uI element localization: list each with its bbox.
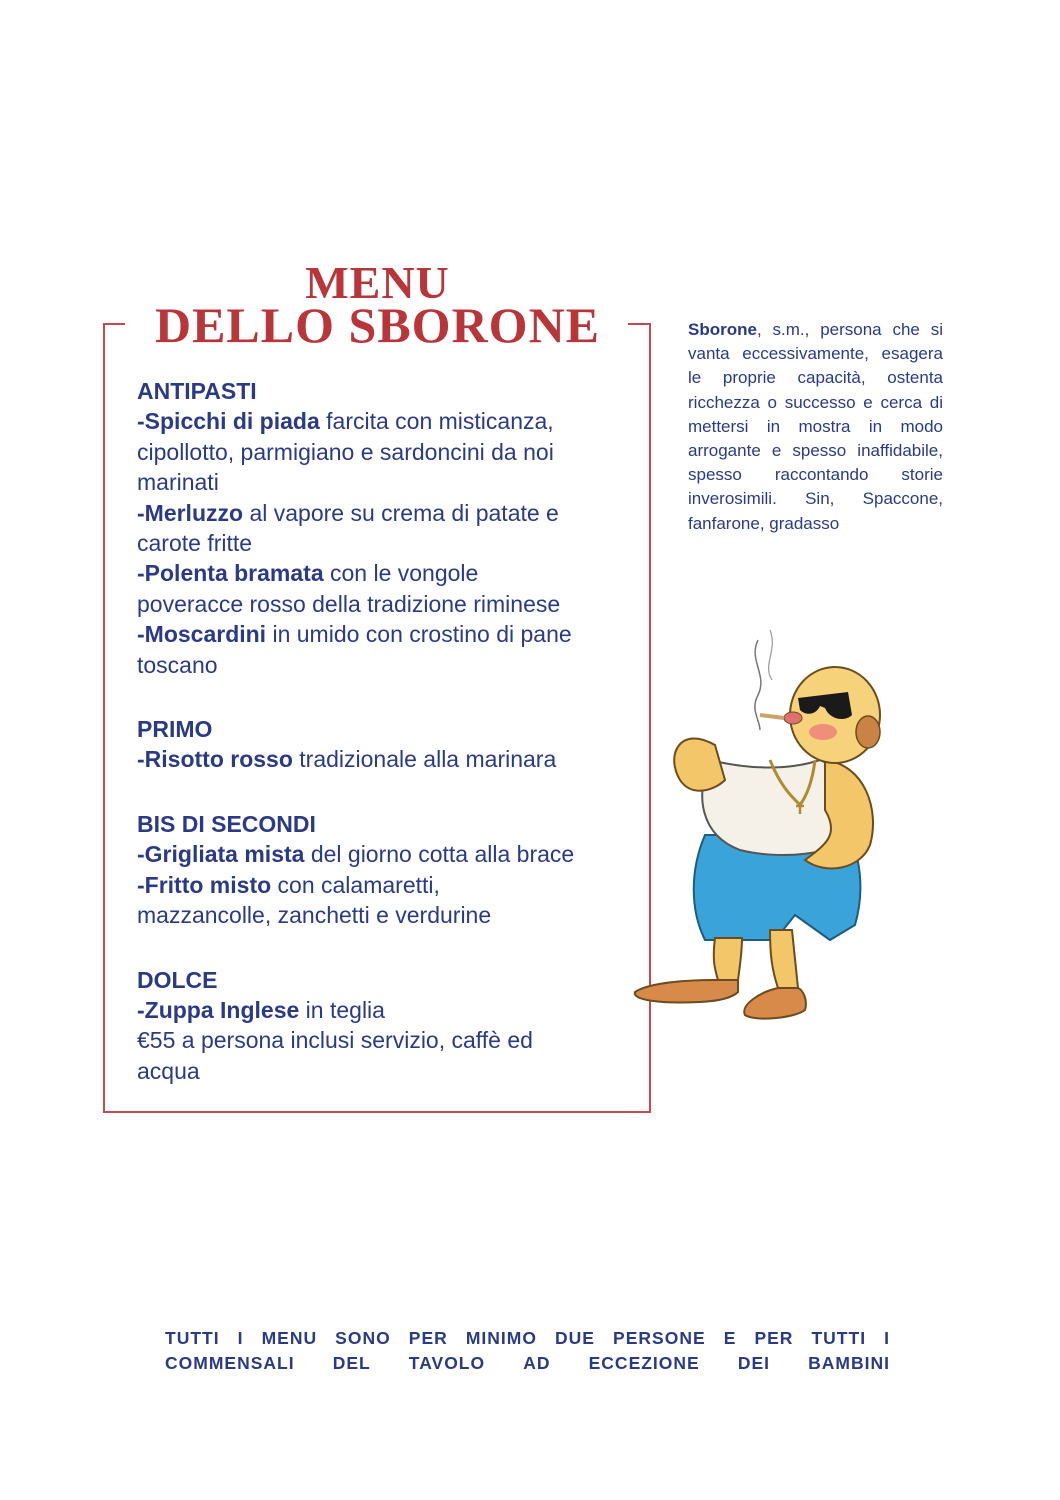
footer-word: PER <box>754 1328 794 1348</box>
dish-description: farcita con misticanza, <box>319 408 554 435</box>
menu-line <box>137 744 627 774</box>
footer-note <box>165 1326 890 1375</box>
footer-word: TUTTI <box>811 1328 867 1348</box>
footer-line-2 <box>165 1351 890 1376</box>
menu-title-line1: MENU <box>305 257 450 308</box>
menu-line <box>137 437 627 467</box>
menu-line <box>137 528 627 558</box>
menu-title-line2: DELLO SBORONE <box>154 297 601 353</box>
menu-line <box>137 839 627 869</box>
menu-body <box>137 376 627 1120</box>
footer-word: TUTTI <box>165 1328 220 1348</box>
menu-line <box>137 558 627 588</box>
frame-top-left-segment <box>103 323 125 325</box>
definition-text: , s.m., persona che si vanta eccessivamente, esagera le proprie capacità, ostenta ricchezza o successo e cerca di mettersi in mostra in modo arrogante e spesso inaffidabile, spesso raccontando storie inverosimili. Sin, Spaccone, fanfarone, gradasso <box>688 320 943 533</box>
dish-description: in teglia <box>299 996 385 1023</box>
menu-line <box>137 1025 627 1055</box>
menu-line <box>137 467 627 497</box>
section-title: BIS DI SECONDI <box>137 810 316 837</box>
cartoon-man-smoking-icon <box>620 620 920 1030</box>
section-title: ANTIPASTI <box>137 378 257 404</box>
footer-word: PER <box>408 1328 448 1348</box>
dish-description: toscano <box>137 651 218 678</box>
dish-description: tradizionale alla marinara <box>292 746 557 773</box>
footer-word: DUE <box>555 1328 595 1348</box>
footer-word: DEI <box>737 1352 771 1373</box>
dish-name: -Grigliata mista <box>137 841 305 868</box>
definition-term: Sborone <box>688 320 757 339</box>
dish-description: con le vongole <box>323 560 479 587</box>
dish-description: mazzancolle, zanchetti e verdurine <box>137 902 492 929</box>
footer-word: TAVOLO <box>408 1352 486 1373</box>
menu-section <box>137 965 627 1087</box>
dish-description: al vapore su crema di patate e <box>243 499 559 526</box>
footer-word: I <box>884 1328 890 1348</box>
dish-description: cipollotto, parmigiano e sardoncini da noi <box>137 438 554 465</box>
footer-word: MINIMO <box>465 1328 537 1348</box>
dish-name: -Fritto misto <box>137 871 272 898</box>
menu-section <box>137 714 627 775</box>
section-title: PRIMO <box>137 716 213 743</box>
menu-line <box>137 1056 627 1086</box>
menu-section <box>137 376 627 680</box>
menu-line <box>137 650 627 680</box>
menu-line <box>137 900 627 930</box>
menu-line <box>137 406 627 436</box>
dish-description: €55 a persona inclusi servizio, caffè ed <box>137 1027 533 1054</box>
dish-name: -Spicchi di piada <box>137 408 320 435</box>
footer-word: MENU <box>261 1328 318 1348</box>
footer-word: ECCEZIONE <box>588 1352 700 1373</box>
dish-name: -Polenta bramata <box>137 560 324 587</box>
menu-line <box>137 995 627 1025</box>
dish-description: poveracce rosso della tradizione riminese <box>137 590 561 617</box>
footer-word: SONO <box>335 1328 391 1348</box>
dish-description: in umido con crostino di pane <box>266 621 572 648</box>
dish-description: marinati <box>137 469 219 496</box>
footer-line-1 <box>165 1326 890 1351</box>
footer-word: DEL <box>332 1352 371 1373</box>
footer-word: PERSONE <box>613 1328 706 1348</box>
menu-section <box>137 809 627 931</box>
dish-name: -Moscardini <box>137 621 267 648</box>
dish-description: del giorno cotta alla brace <box>304 841 575 868</box>
dish-name: -Risotto rosso <box>137 746 293 773</box>
footer-word: BAMBINI <box>808 1352 890 1373</box>
menu-line <box>137 589 627 619</box>
footer-word: I <box>237 1328 244 1348</box>
footer-word: AD <box>523 1352 551 1373</box>
section-title: DOLCE <box>137 966 218 993</box>
dish-name: -Merluzzo <box>137 499 244 526</box>
dish-name: -Zuppa Inglese <box>137 996 300 1023</box>
menu-line <box>137 870 627 900</box>
menu-line <box>137 498 627 528</box>
dish-description: con calamaretti, <box>271 871 440 898</box>
dish-description: acqua <box>137 1057 200 1084</box>
footer-word: E <box>723 1328 737 1348</box>
dish-description: carote fritte <box>137 530 253 557</box>
footer-word: COMMENSALI <box>165 1352 295 1373</box>
definition-block <box>688 318 943 536</box>
frame-top-right-segment <box>628 323 651 325</box>
menu-line <box>137 619 627 649</box>
